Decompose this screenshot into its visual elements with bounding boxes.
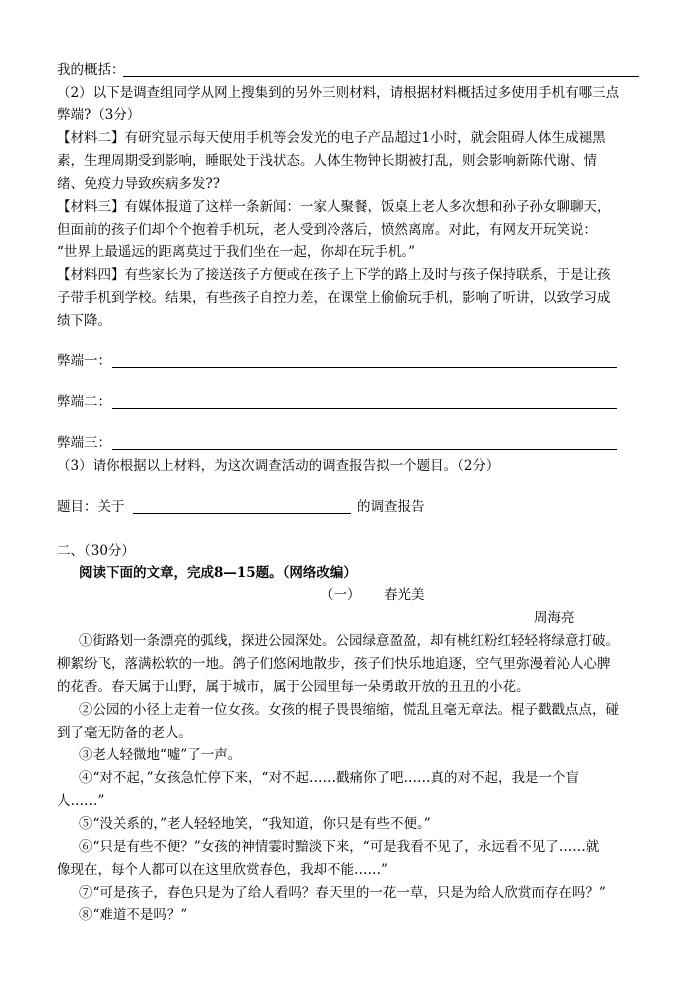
title-answer-line[interactable] bbox=[133, 513, 351, 514]
section2-instruction: 阅读下面的文章，完成8—15题。（网络改编） bbox=[79, 565, 357, 581]
paragraph-5-line1: ⑤“没关系的，”老人轻轻地笑，“我知道，你只是有些不便。” bbox=[79, 816, 431, 832]
q2-prompt-line1: （2）以下是调查组同学从网上搜集到的另外三则材料，请根据材料概括过多使用手机有哪三点 bbox=[57, 85, 620, 101]
summary-answer-line[interactable] bbox=[123, 76, 639, 77]
title-prefix: 题目：关于 bbox=[57, 499, 125, 515]
q3-prompt: （3）请你根据以上材料，为这次调查活动的调查报告拟一个题目。（2分） bbox=[57, 458, 500, 474]
title-suffix: 的调查报告 bbox=[357, 499, 425, 515]
paragraph-6-line1: ⑥“只是有些不便？”女孩的神情霎时黯淡下来，“可是我看不见了，永远看不见了……就 bbox=[79, 839, 600, 855]
paragraph-4-line1: ④“对不起，”女孩急忙停下来，“对不起……戳痛你了吧……真的对不起，我是一个盲 bbox=[79, 770, 579, 786]
drawback2-answer-line[interactable] bbox=[112, 408, 617, 409]
material4-line1: 【材料四】有些家长为了接送孩子方便或在孩子上下学的路上及时与孩子保持联系，于是让孩 bbox=[57, 267, 611, 283]
material3-line1: 【材料三】有媒体报道了这样一条新闻：一家人聚餐，饭桌上老人多次想和孙子孙女聊聊天， bbox=[57, 199, 611, 215]
paragraph-1-line2: 柳絮纷飞，落满松软的一地。鸽子们悠闲地散步，孩子们快乐地追逐，空气里弥漫着沁人心脾 bbox=[57, 656, 611, 672]
material4-line2: 子带手机到学校。结果，有些孩子自控力差，在课堂上偷偷玩手机，影响了听讲，以致学习成 bbox=[57, 290, 611, 306]
paragraph-6-line2: 像现在，每个人都可以在这里欣赏春色，我却不能……” bbox=[57, 862, 388, 878]
material2-line2: 素，生理周期受到影响，睡眠处于浅状态。人体生物钟长期被打乱，则会影响新陈代谢、情 bbox=[57, 153, 597, 169]
paragraph-1-line3: 的花香。春天属于山野，属于城市，属于公园里每一朵勇敢开放的丑丑的小花。 bbox=[57, 679, 530, 695]
q2-prompt-line2: 弊端?（3分） bbox=[57, 107, 141, 123]
paragraph-4-line2: 人……” bbox=[57, 793, 105, 809]
material3-line2: 但面前的孩子们却个个抱着手机玩，老人受到冷落后，愤然离席。对此，有网友开玩笑说： bbox=[57, 222, 597, 238]
drawback1-label: 弊端一： bbox=[57, 353, 111, 369]
article-title: 春光美 bbox=[384, 587, 425, 603]
paragraph-3-line1: ③老人轻微地“嘘”了一声。 bbox=[79, 747, 242, 763]
drawback1-answer-line[interactable] bbox=[112, 367, 617, 368]
paragraph-8-line1: ⑧“难道不是吗？” bbox=[79, 907, 188, 923]
paragraph-1-line1: ①街路划一条漂亮的弧线，探进公园深处。公园绿意盈盈，却有桃红粉红轻轻将绿意打破。 bbox=[79, 633, 619, 649]
section2-heading: 二、（30分） bbox=[57, 543, 135, 559]
paragraph-2-line2: 到了毫无防备的老人。 bbox=[57, 725, 192, 741]
paragraph-7-line1: ⑦“可是孩子，春色只是为了给人看吗？春天里的一花一草，只是为给人欣赏而存在吗？” bbox=[79, 885, 606, 901]
material4-line3: 绩下降。 bbox=[57, 313, 111, 329]
section2-subsection: （一） bbox=[320, 587, 361, 603]
material2-line3: 绪、免疫力导致疾病多发?? bbox=[57, 176, 220, 192]
paragraph-2-line1: ②公园的小径上走着一位女孩。女孩的棍子畏畏缩缩，慌乱且毫无章法。棍子戳戳点点，碰 bbox=[79, 702, 619, 718]
drawback3-answer-line[interactable] bbox=[112, 449, 617, 450]
drawback2-label: 弊端二： bbox=[57, 394, 111, 410]
material2-line1: 【材料二】有研究显示每天使用手机等会发光的电子产品超过1小时，就会阻碍人体生成褪黑 bbox=[57, 130, 606, 146]
article-author: 周海亮 bbox=[534, 610, 575, 626]
summary-label: 我的概括： bbox=[57, 62, 125, 78]
drawback3-label: 弊端三： bbox=[57, 435, 111, 451]
material3-line3: “世界上最遥远的距离莫过于我们坐在一起，你却在玩手机。” bbox=[57, 244, 416, 260]
